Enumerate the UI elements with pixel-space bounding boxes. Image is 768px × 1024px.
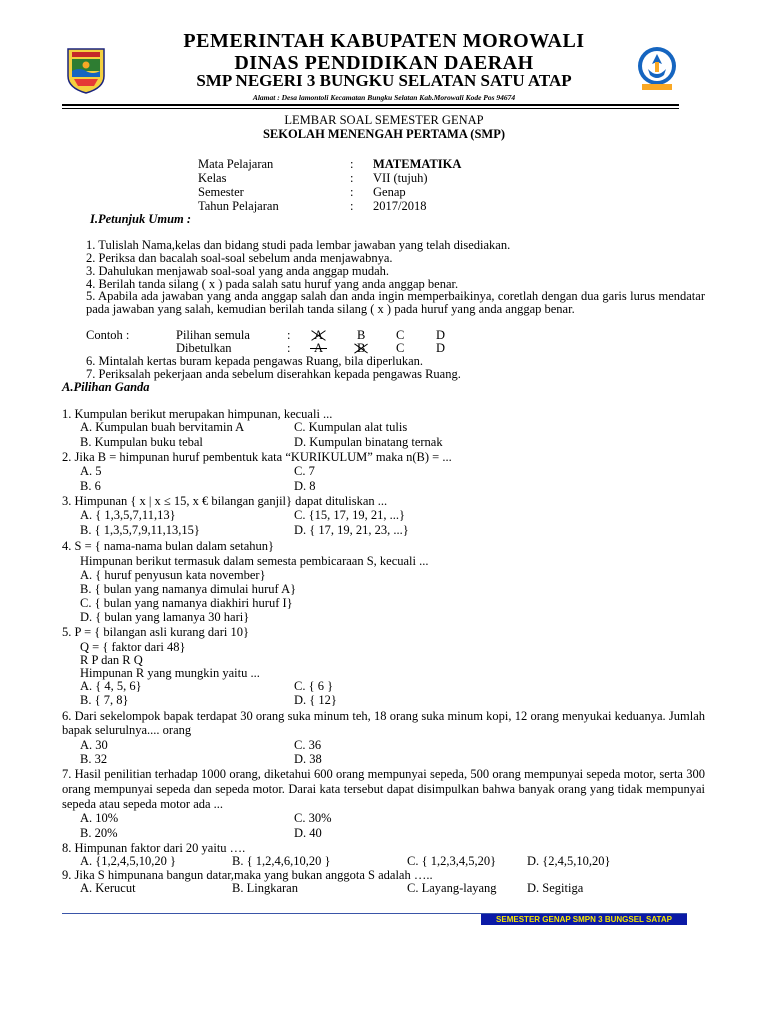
- question-8: 8. Himpunan faktor dari 20 yaitu ….: [62, 841, 246, 855]
- example-colon: :: [287, 341, 291, 355]
- option-2b: B. 6: [80, 479, 101, 493]
- example-letter-a-crossed: [314, 328, 323, 342]
- option-7c: C. 30%: [294, 811, 332, 825]
- option-2d: D. 8: [294, 479, 316, 493]
- question-3: 3. Himpunan { x | x ≤ 15, x € bilangan ganjil} dapat dituliskan ...: [62, 494, 388, 508]
- header-address: Alamat : Desa lamontoli Kecamatan Bungku Selatan Kab.Morowali Kode Pos 94674: [252, 93, 516, 102]
- option-8d: D. {2,4,5,10,20}: [527, 854, 611, 868]
- example-letter-b: B: [357, 328, 366, 342]
- option-3a: A. { 1,3,5,7,11,13}: [80, 508, 176, 522]
- section-heading-multiple-choice: A.Pilihan Ganda: [62, 380, 150, 394]
- option-8a: A. {1,2,4,5,10,20 }: [80, 854, 177, 868]
- info-label-subject: Mata Pelajaran: [198, 157, 274, 171]
- option-7a: A. 10%: [80, 811, 119, 825]
- question-5-line2: Q = { faktor dari 48}: [80, 640, 186, 654]
- option-6b: B. 32: [80, 752, 108, 766]
- option-1a: A. Kumpulan buah bervitamin A: [80, 420, 245, 434]
- example-row-original-label: Pilihan semula: [176, 328, 250, 342]
- option-1d: D. Kumpulan binatang ternak: [294, 435, 443, 449]
- header-divider-thick: [62, 104, 679, 106]
- header-government: PEMERINTAH KABUPATEN MOROWALI: [183, 30, 585, 52]
- info-value-subject: MATEMATIKA: [373, 157, 462, 171]
- option-9c: C. Layang-layang: [407, 881, 497, 895]
- option-9a: A. Kerucut: [80, 881, 136, 895]
- option-6d: D. 38: [294, 752, 322, 766]
- question-5-stem: Himpunan R yang mungkin yaitu ...: [80, 666, 260, 680]
- option-3c: C. {15, 17, 19, 21, ...}: [294, 508, 405, 522]
- option-1b: B. Kumpulan buku tebal: [80, 435, 203, 449]
- question-1: 1. Kumpulan berikut merupakan himpunan, kecuali ...: [62, 407, 333, 421]
- option-4c: C. { bulan yang namanya diakhiri huruf I}: [80, 596, 293, 610]
- instruction-item: 6. Mintalah kertas buram kepada pengawas Ruang, bila diperlukan.: [86, 354, 424, 368]
- option-4d: D. { bulan yang lamanya 30 hari}: [80, 610, 250, 624]
- footer-label: SEMESTER GENAP SMPN 3 BUNGSEL SATAP: [481, 914, 687, 925]
- question-4: 4. S = { nama-nama bulan dalam setahun}: [62, 539, 275, 553]
- info-sep-semester: :: [350, 185, 354, 199]
- option-8c: C. { 1,2,3,4,5,20}: [407, 854, 497, 868]
- instruction-item: 5. Apabila ada jawaban yang anda anggap salah dan anda ingin memperbaikinya, coretlah dengan dua garis lurus mendatar pada jawaban yang salah, kemudian berilah tanda silang ( x ) pada huruf yang anda anggap benar.: [86, 289, 705, 316]
- question-4-stem: Himpunan berikut termasuk dalam semesta pembicaraan S, kecuali ...: [80, 554, 429, 568]
- example-letter-b-crossed: [357, 341, 365, 355]
- instruction-item: 3. Dahulukan menjawab soal-soal yang anda anggap mudah.: [86, 264, 390, 278]
- info-value-class: VII (tujuh): [373, 171, 428, 185]
- question-6: 6. Dari sekelompok bapak terdapat 30 orang suka minum teh, 18 orang suka minum kopi, 12 orang menyukai keduanya. Jumlah bapak selurulnya.... orang: [62, 709, 705, 737]
- info-label-semester: Semester: [198, 185, 244, 199]
- option-2c: C. 7: [294, 464, 315, 478]
- option-9b: B. Lingkaran: [232, 881, 298, 895]
- option-5d: D. { 12}: [294, 693, 337, 707]
- instruction-item: 7. Periksalah pekerjaan anda sebelum diserahkan kepada pengawas Ruang.: [86, 367, 461, 381]
- header-divider-thin: [62, 108, 679, 109]
- option-8b: B. { 1,2,4,6,10,20 }: [232, 854, 331, 868]
- question-5: 5. P = { bilangan asli kurang dari 10}: [62, 625, 249, 639]
- question-9: 9. Jika S himpunana bangun datar,maka yang bukan anggota S adalah …..: [62, 868, 433, 882]
- doc-subtitle: SEKOLAH MENENGAH PERTAMA (SMP): [262, 127, 506, 141]
- example-colon: :: [287, 328, 291, 342]
- header-department: DINAS PENDIDIKAN DAERAH: [234, 52, 534, 74]
- option-3d: D. { 17, 19, 21, 23, ...}: [294, 523, 409, 537]
- info-value-year: 2017/2018: [373, 199, 427, 213]
- option-5c: C. { 6 }: [294, 679, 334, 693]
- header-school-name: SMP NEGERI 3 BUNGKU SELATAN SATU ATAP: [196, 71, 572, 90]
- option-4b: B. { bulan yang namanya dimulai huruf A}: [80, 582, 297, 596]
- example-letter-d: D: [436, 341, 446, 355]
- option-6a: A. 30: [80, 738, 108, 752]
- option-6c: C. 36: [294, 738, 322, 752]
- question-7: 7. Hasil penilitian terhadap 1000 orang, diketahui 600 orang mempunyai sepeda, 500 orang mempunyai sepeda motor, serta 300 orang mempunyai sepeda dan sepeda motor. Darai kata tersebut dapat disimpulkan bahwa banyak orang yang tidak mempunyai sepeda atau sepeda motor ada ...: [62, 767, 705, 811]
- info-label-year: Tahun Pelajaran: [198, 199, 279, 213]
- option-5b: B. { 7, 8}: [80, 693, 129, 707]
- option-4a: A. { huruf penyusun kata november}: [80, 568, 266, 582]
- info-sep-year: :: [350, 199, 354, 213]
- info-sep-subject: :: [350, 157, 354, 171]
- option-1c: C. Kumpulan alat tulis: [294, 420, 408, 434]
- instructions-heading: I.Petunjuk Umum :: [90, 212, 192, 226]
- example-letter: A: [314, 328, 324, 342]
- option-7b: B. 20%: [80, 826, 118, 840]
- doc-title: LEMBAR SOAL SEMESTER GENAP: [284, 113, 484, 127]
- option-9d: D. Segitiga: [527, 881, 584, 895]
- option-7d: D. 40: [294, 826, 322, 840]
- question-2: 2. Jika B = himpunan huruf pembentuk kata “KURIKULUM” maka n(B) = ...: [62, 450, 452, 464]
- instruction-item: 4. Berilah tanda silang ( x ) pada salah satu huruf yang anda anggap benar.: [86, 277, 459, 291]
- info-label-class: Kelas: [198, 171, 227, 185]
- example-letter: A: [314, 341, 324, 355]
- info-value-semester: Genap: [373, 185, 406, 199]
- info-sep-class: :: [350, 171, 354, 185]
- example-label: Contoh :: [86, 328, 130, 342]
- instruction-item: 1. Tulislah Nama,kelas dan bidang studi pada lembar jawaban yang telah disediakan.: [86, 238, 511, 252]
- example-row-corrected-label: Dibetulkan: [176, 341, 232, 355]
- instruction-item: 2. Periksa dan bacalah soal-soal sebelum anda menjawabnya.: [86, 251, 393, 265]
- example-letter-c: C: [396, 328, 405, 342]
- example-letter: B: [357, 341, 366, 355]
- example-letter-c: C: [396, 341, 405, 355]
- option-2a: A. 5: [80, 464, 102, 478]
- example-letter-a-struck: [314, 341, 323, 355]
- option-3b: B. { 1,3,5,7,9,11,13,15}: [80, 523, 200, 537]
- question-5-line3: R P dan R Q: [80, 653, 143, 667]
- option-5a: A. { 4, 5, 6}: [80, 679, 142, 693]
- example-letter-d: D: [436, 328, 446, 342]
